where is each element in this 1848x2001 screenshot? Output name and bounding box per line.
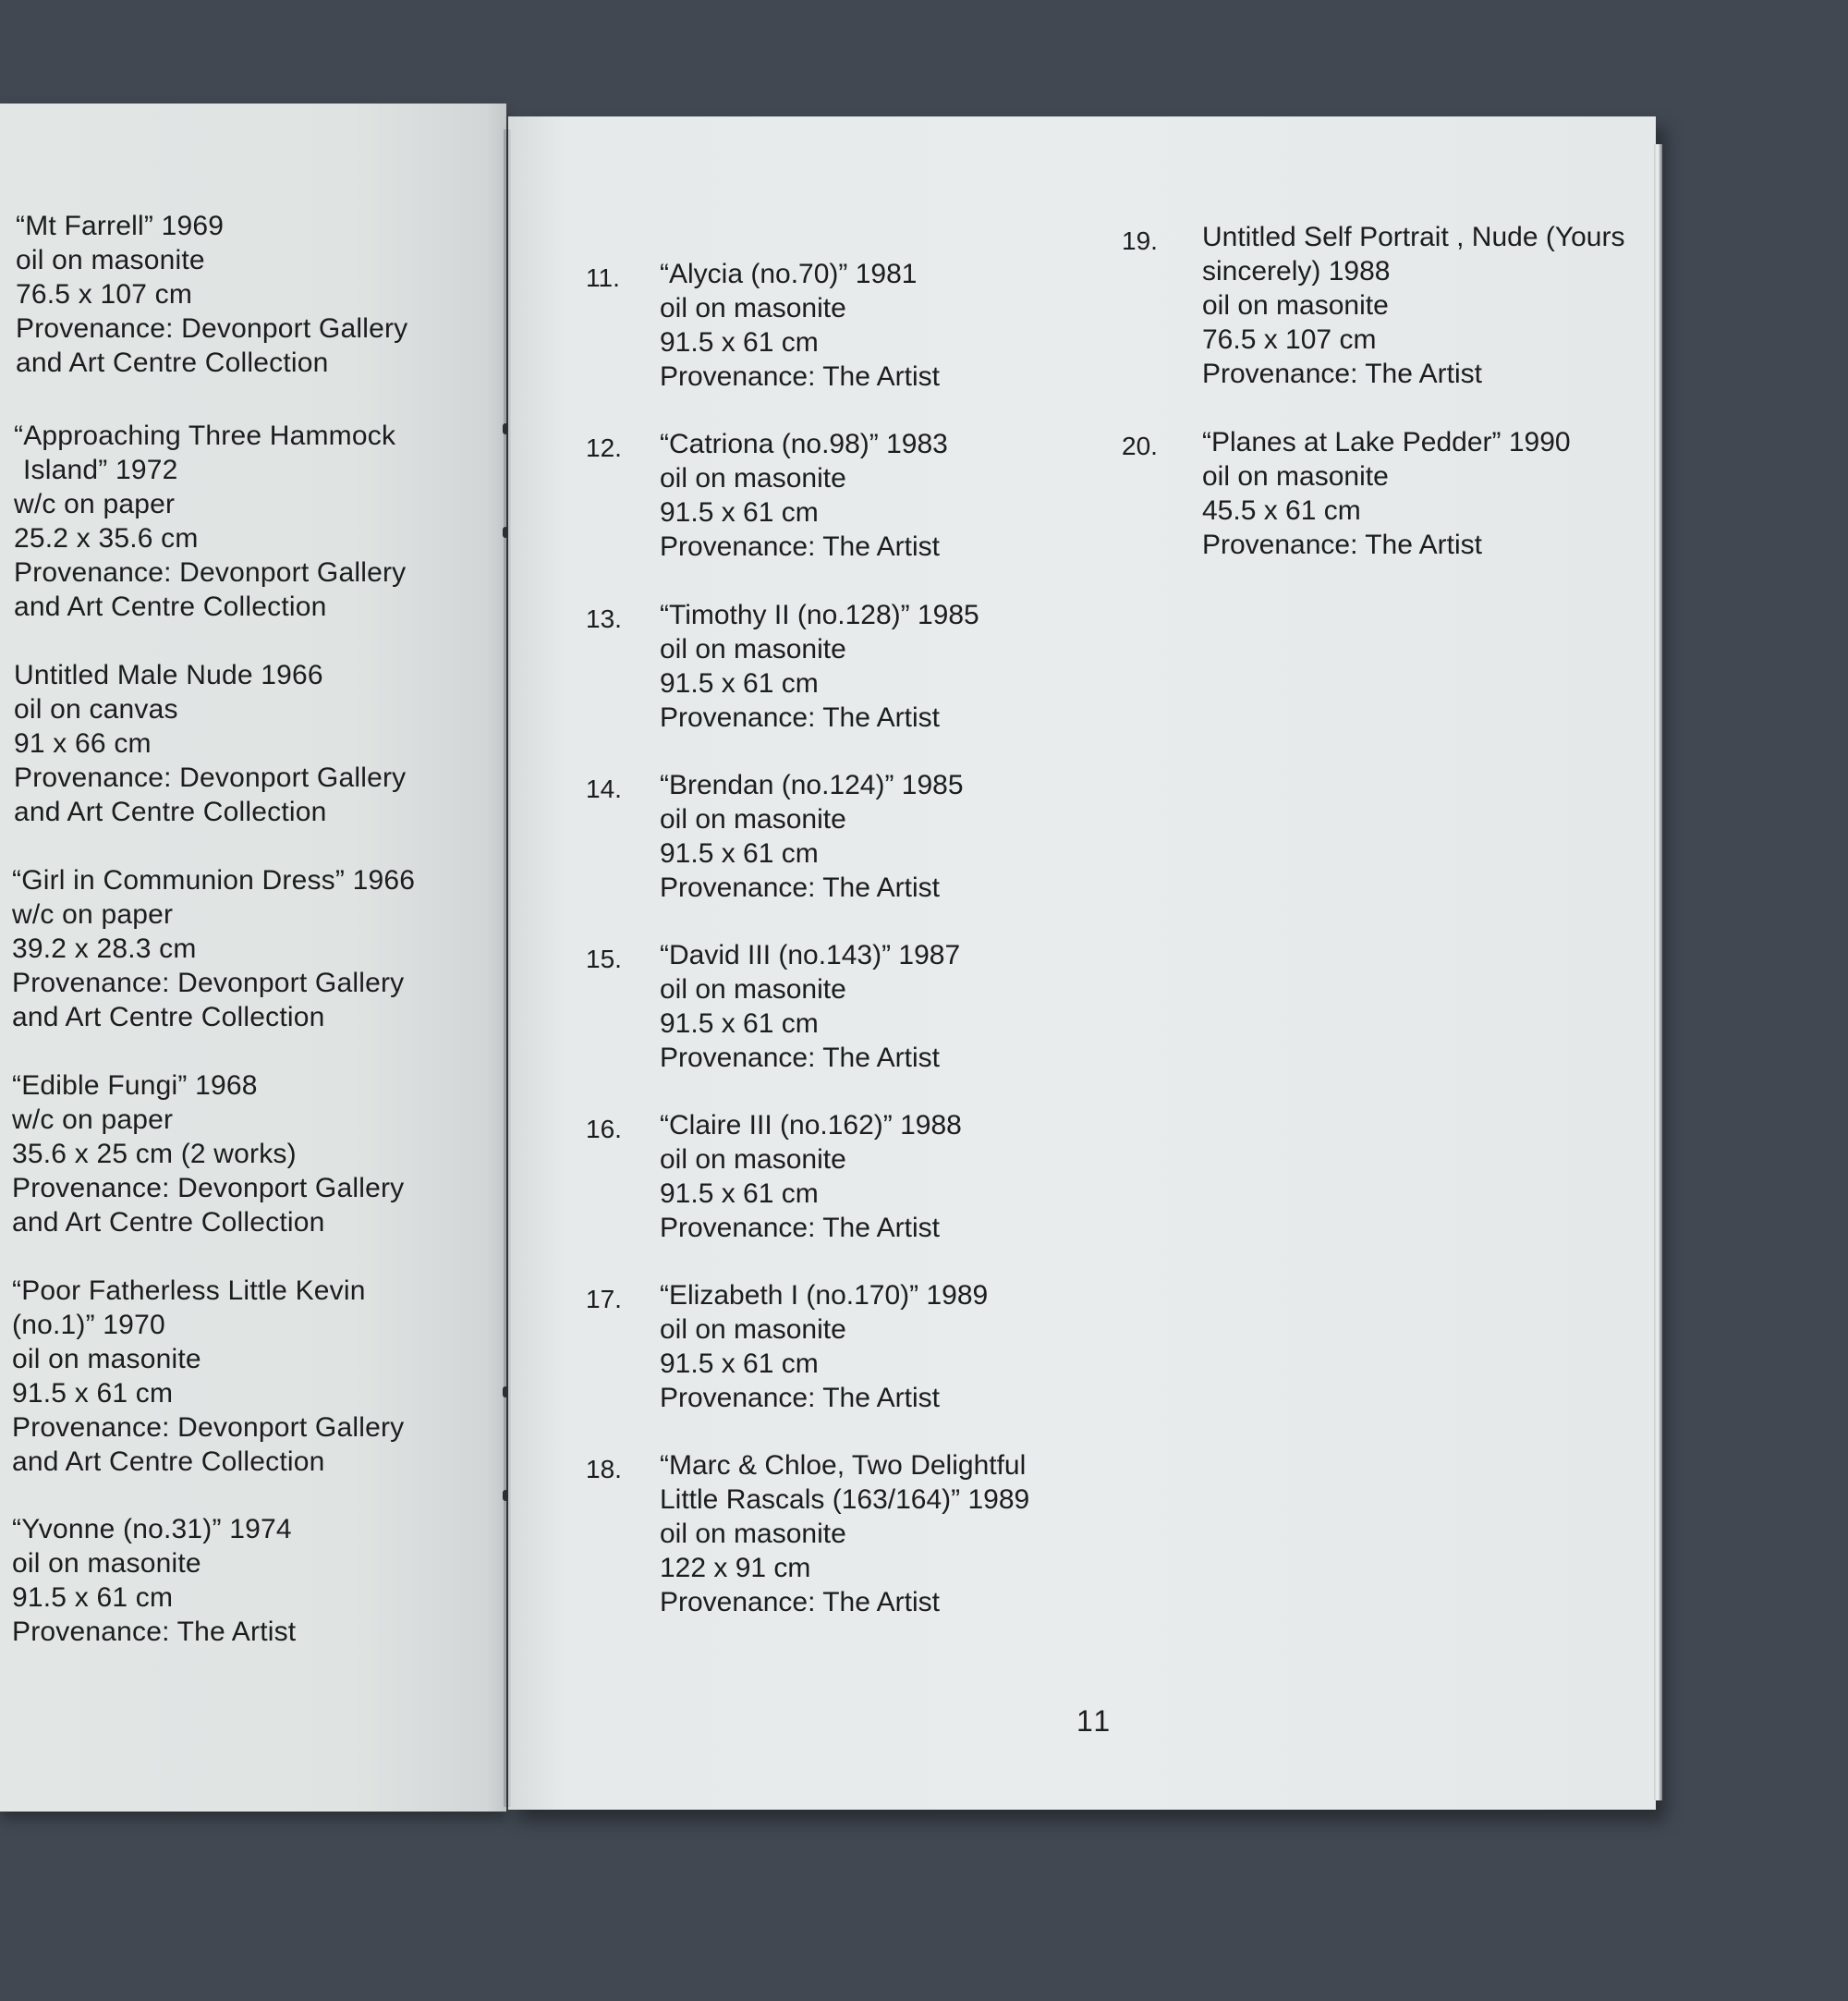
entry-title: Untitled Male Nude 1966 (14, 660, 323, 690)
staple (503, 423, 508, 434)
catalogue-entry (12, 863, 415, 1034)
entry-medium: oil on masonite (660, 804, 846, 835)
book-gutter (504, 129, 511, 1807)
entry-title: “Yvonne (no.31)” 1974 (12, 1514, 292, 1544)
entry-number: 11. (586, 263, 620, 292)
catalogue-entry (14, 419, 406, 624)
entry-dimensions: 91.5 x 61 cm (660, 1008, 819, 1039)
page-edge (1654, 144, 1662, 1800)
entry-medium: oil on masonite (16, 245, 205, 275)
catalogue-entry (14, 658, 406, 829)
entry-medium: oil on masonite (660, 463, 846, 494)
entry-dimensions: 45.5 x 61 cm (1202, 495, 1361, 526)
entry-title: “Edible Fungi” 1968 (12, 1070, 258, 1101)
entry-provenance: Provenance: The Artist (660, 872, 940, 903)
staple (503, 527, 508, 538)
entry-provenance: Provenance: The Artist (660, 361, 940, 392)
entry-title-cont: Little Rascals (163/164)” 1989 (660, 1484, 1030, 1515)
entry-title: “Alycia (no.70)” 1981 (660, 259, 918, 289)
entry-dimensions: 91.5 x 61 cm (12, 1582, 174, 1613)
entry-number: 18. (586, 1455, 622, 1483)
entry-medium: oil on masonite (660, 634, 846, 665)
entry-title: “Mt Farrell” 1969 (16, 211, 225, 241)
entry-provenance: Provenance: The Artist (660, 531, 940, 562)
entry-number: 17. (586, 1285, 622, 1313)
entry-provenance: Provenance: Devonport Gallery (16, 313, 408, 344)
entry-medium: w/c on paper (14, 489, 176, 519)
entry-provenance: Provenance: The Artist (12, 1617, 297, 1647)
entry-dimensions: 35.6 x 25 cm (2 works) (12, 1139, 297, 1169)
entry-medium: oil on canvas (14, 694, 178, 725)
entry-provenance-cont: and Art Centre Collection (12, 1446, 325, 1477)
entry-medium: w/c on paper (12, 899, 174, 930)
catalogue-entry (12, 1512, 296, 1649)
left-page (0, 104, 506, 1812)
entry-title: “Timothy II (no.128)” 1985 (660, 600, 979, 630)
entry-dimensions: 91.5 x 61 cm (12, 1378, 174, 1409)
entry-dimensions: 91.5 x 61 cm (660, 327, 819, 358)
entry-provenance: Provenance: The Artist (660, 702, 940, 733)
entry-title: “Elizabeth I (no.170)” 1989 (660, 1280, 989, 1311)
catalogue-entry (12, 1068, 404, 1239)
entry-title: “Poor Fatherless Little Kevin (12, 1275, 366, 1306)
entry-number: 13. (586, 604, 622, 633)
entry-provenance: Provenance: Devonport Gallery (12, 1173, 405, 1203)
entry-provenance-cont: and Art Centre Collection (14, 592, 327, 622)
entry-medium: oil on masonite (12, 1548, 201, 1579)
entry-medium: oil on masonite (660, 1314, 846, 1345)
entry-title-cont: (no.1)” 1970 (12, 1310, 165, 1340)
entry-title-cont: sincerely) 1988 (1202, 256, 1391, 287)
entry-number: 20. (1122, 432, 1158, 460)
entry-dimensions: 76.5 x 107 cm (1202, 324, 1377, 355)
entry-dimensions: 25.2 x 35.6 cm (14, 523, 199, 554)
entry-title: “Marc & Chloe, Two Delightful (660, 1450, 1027, 1481)
entry-title: “Approaching Three Hammock (14, 421, 396, 451)
entry-provenance-cont: and Art Centre Collection (14, 797, 327, 827)
entry-title: “Brendan (no.124)” 1985 (660, 770, 964, 800)
entry-dimensions: 91.5 x 61 cm (660, 668, 819, 699)
entry-title: “Girl in Communion Dress” 1966 (12, 865, 416, 896)
entry-dimensions: 91.5 x 61 cm (660, 1178, 819, 1209)
entry-title: “Catriona (no.98)” 1983 (660, 429, 948, 459)
catalogue-entry (16, 209, 407, 380)
staple (503, 1386, 508, 1397)
entry-provenance: Provenance: The Artist (660, 1587, 940, 1617)
entry-dimensions: 91.5 x 61 cm (660, 497, 819, 528)
entry-number: 12. (586, 433, 622, 462)
catalogue-entry (12, 1274, 404, 1479)
entry-provenance-cont: and Art Centre Collection (16, 348, 329, 378)
entry-provenance: Provenance: The Artist (1202, 359, 1482, 389)
entry-medium: oil on masonite (660, 293, 846, 323)
entry-medium: oil on masonite (12, 1344, 201, 1374)
entry-medium: oil on masonite (660, 1519, 846, 1549)
entry-number: 14. (586, 775, 622, 803)
entry-title: “David III (no.143)” 1987 (660, 940, 961, 970)
entry-provenance: Provenance: The Artist (1202, 530, 1482, 560)
entry-medium: w/c on paper (12, 1104, 174, 1135)
entry-provenance: Provenance: The Artist (660, 1383, 940, 1413)
entry-medium: oil on masonite (1202, 290, 1389, 321)
entry-provenance: Provenance: Devonport Gallery (12, 968, 405, 998)
entry-title: Untitled Self Portrait , Nude (Yours (1202, 222, 1625, 252)
entry-provenance: Provenance: The Artist (660, 1213, 940, 1243)
entry-provenance-cont: and Art Centre Collection (12, 1002, 325, 1032)
entry-title-cont: Island” 1972 (23, 455, 178, 485)
entry-dimensions: 91.5 x 61 cm (660, 838, 819, 869)
entry-dimensions: 122 x 91 cm (660, 1553, 811, 1583)
entry-provenance: Provenance: The Artist (660, 1043, 940, 1073)
staple (503, 1490, 508, 1501)
entry-dimensions: 91 x 66 cm (14, 728, 152, 759)
entry-provenance: Provenance: Devonport Gallery (12, 1412, 405, 1443)
entry-provenance-cont: and Art Centre Collection (12, 1207, 325, 1238)
entry-medium: oil on masonite (660, 1144, 846, 1175)
entry-medium: oil on masonite (1202, 461, 1389, 492)
entry-dimensions: 39.2 x 28.3 cm (12, 933, 197, 964)
entry-provenance: Provenance: Devonport Gallery (14, 763, 407, 793)
page-number: 11 (1076, 1704, 1113, 1738)
entry-dimensions: 76.5 x 107 cm (16, 279, 193, 310)
entry-dimensions: 91.5 x 61 cm (660, 1348, 819, 1379)
entry-number: 16. (586, 1115, 622, 1143)
entry-title: “Planes at Lake Pedder” 1990 (1202, 427, 1571, 458)
entry-medium: oil on masonite (660, 974, 846, 1005)
entry-number: 19. (1122, 226, 1158, 255)
entry-title: “Claire III (no.162)” 1988 (660, 1110, 962, 1141)
entry-provenance: Provenance: Devonport Gallery (14, 557, 407, 588)
entry-number: 15. (586, 945, 622, 973)
